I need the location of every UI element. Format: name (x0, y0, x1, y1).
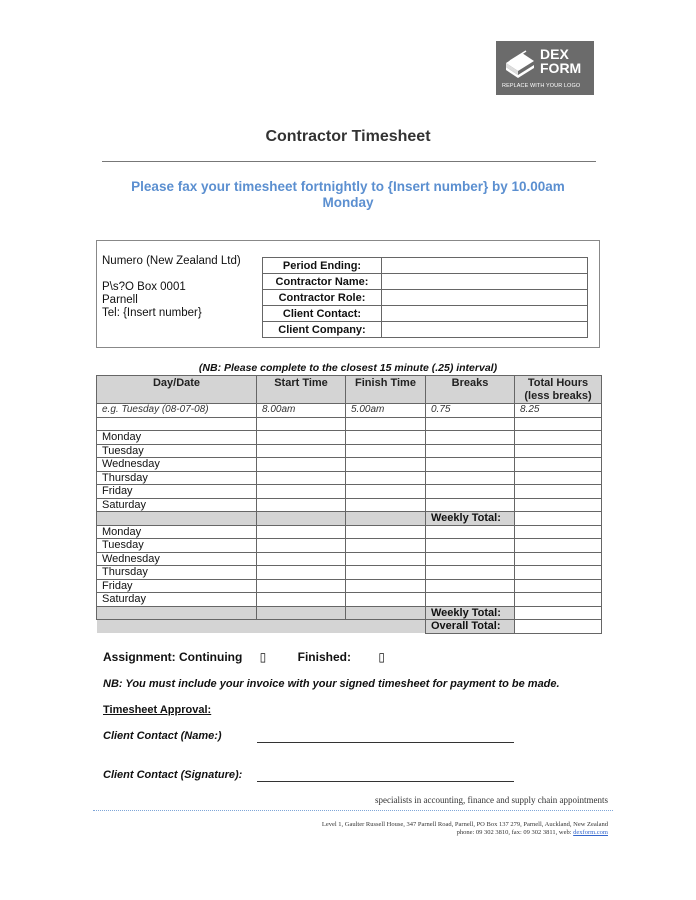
logo-tagline: REPLACE WITH YOUR LOGO (502, 83, 581, 89)
timesheet-table (96, 375, 602, 634)
footer-web-link[interactable]: dexform.com (573, 829, 608, 836)
start-cell[interactable] (257, 579, 346, 593)
day-cell: Saturday (97, 593, 257, 607)
field-value-period-ending[interactable] (382, 258, 588, 274)
total-cell[interactable] (515, 552, 602, 566)
finish-cell[interactable] (346, 579, 426, 593)
total-spacer (97, 620, 257, 634)
invoice-note: NB: You must include your invoice with your signed timesheet for payment to be made. (103, 678, 560, 690)
client-name-line[interactable] (257, 742, 514, 743)
finished-checkbox[interactable]: ▯ (378, 650, 385, 664)
footer-contact-prefix: phone: 09 302 3810, fax: 09 302 3811, web: (456, 829, 574, 836)
overall-total-value[interactable] (515, 620, 602, 634)
weekly-total-label: Weekly Total: (426, 606, 515, 620)
finish-cell[interactable] (346, 471, 426, 485)
table-row (97, 431, 602, 445)
table-row (97, 539, 602, 553)
page-title: Contractor Timesheet (265, 128, 431, 145)
example-start: 8.00am (257, 404, 346, 418)
total-cell[interactable] (515, 485, 602, 499)
total-cell[interactable] (515, 593, 602, 607)
table-header-row (97, 376, 602, 404)
total-cell[interactable] (515, 444, 602, 458)
example-total: 8.25 (515, 404, 602, 418)
total-spacer (257, 606, 346, 620)
field-value-contractor-role[interactable] (382, 290, 588, 306)
day-cell: Friday (97, 579, 257, 593)
overall-total-row (97, 620, 602, 634)
footer-address: Level 1, Gaulter Russell House, 347 Parnell Road, Parnell, PO Box 137 279, Parnell, Auckland, New Zealand (321, 821, 608, 828)
start-cell[interactable] (257, 593, 346, 607)
start-cell[interactable] (257, 525, 346, 539)
start-cell[interactable] (257, 458, 346, 472)
weekly-total-value[interactable] (515, 512, 602, 526)
total-spacer (97, 606, 257, 620)
table-row (97, 552, 602, 566)
footer-divider (93, 810, 613, 811)
paper-stack-icon (504, 49, 536, 79)
table-row (97, 471, 602, 485)
logo-brand-line1: DEX (540, 46, 569, 62)
finish-cell[interactable] (346, 485, 426, 499)
day-cell: Saturday (97, 498, 257, 512)
start-cell[interactable] (257, 417, 346, 431)
logo-brand (540, 47, 581, 75)
title-divider (102, 161, 596, 162)
breaks-cell[interactable] (426, 471, 515, 485)
assignment-status (103, 650, 385, 664)
breaks-cell[interactable] (426, 579, 515, 593)
breaks-cell[interactable] (426, 444, 515, 458)
field-label-client-company: Client Company: (263, 322, 382, 338)
breaks-cell[interactable] (426, 485, 515, 499)
footer-specialists: specialists in accounting, finance and supply chain appointments (375, 795, 608, 805)
table-row (97, 525, 602, 539)
table-row (97, 458, 602, 472)
company-address (102, 281, 202, 320)
day-cell: Tuesday (97, 444, 257, 458)
example-day: e.g. Tuesday (08-07-08) (97, 404, 257, 418)
breaks-cell[interactable] (426, 539, 515, 553)
breaks-cell[interactable] (426, 458, 515, 472)
day-cell: Monday (97, 525, 257, 539)
footer-contact (322, 821, 608, 837)
weekly-total-value[interactable] (515, 606, 602, 620)
total-cell[interactable] (515, 539, 602, 553)
day-cell: Tuesday (97, 539, 257, 553)
total-spacer (257, 620, 346, 634)
table-row (97, 417, 602, 431)
breaks-cell[interactable] (426, 525, 515, 539)
client-name-label: Client Contact (Name:) (103, 730, 222, 742)
finish-cell[interactable] (346, 525, 426, 539)
finish-cell[interactable] (346, 566, 426, 580)
finish-cell[interactable] (346, 458, 426, 472)
table-row (97, 485, 602, 499)
start-cell[interactable] (257, 566, 346, 580)
start-cell[interactable] (257, 444, 346, 458)
field-value-client-company[interactable] (382, 322, 588, 338)
table-row (97, 498, 602, 512)
total-cell[interactable] (515, 579, 602, 593)
client-signature-line[interactable] (257, 781, 514, 782)
company-name: Numero (New Zealand Ltd) (102, 255, 241, 267)
weekly-total-row (97, 606, 602, 620)
field-value-contractor-name[interactable] (382, 274, 588, 290)
total-cell[interactable] (515, 525, 602, 539)
field-label-client-contact: Client Contact: (263, 306, 382, 322)
continuing-checkbox[interactable]: ▯ (259, 650, 267, 664)
breaks-cell[interactable] (426, 593, 515, 607)
start-cell[interactable] (257, 552, 346, 566)
total-cell[interactable] (515, 566, 602, 580)
total-spacer (346, 512, 426, 526)
day-cell: Wednesday (97, 458, 257, 472)
day-cell[interactable] (97, 417, 257, 431)
start-cell[interactable] (257, 539, 346, 553)
footer-phone-line (322, 829, 608, 837)
finish-cell[interactable] (346, 417, 426, 431)
weekly-total-label: Weekly Total: (426, 512, 515, 526)
table-row (97, 566, 602, 580)
total-cell[interactable] (515, 471, 602, 485)
fax-instruction: Please fax your timesheet fortnightly to {Insert number} by 10.00am Monday (131, 179, 565, 210)
total-spacer (346, 620, 426, 634)
overall-total-label: Overall Total: (426, 620, 515, 634)
logo-brand-line2: FORM (540, 60, 582, 76)
breaks-cell[interactable] (426, 417, 515, 431)
finish-cell[interactable] (346, 444, 426, 458)
interval-note: (NB: Please complete to the closest 15 minute (.25) interval) (198, 362, 498, 374)
breaks-cell[interactable] (426, 498, 515, 512)
header-finish-time: Finish Time (346, 376, 426, 404)
breaks-cell[interactable] (426, 552, 515, 566)
day-cell: Wednesday (97, 552, 257, 566)
field-label-period-ending: Period Ending: (263, 258, 382, 274)
finish-cell[interactable] (346, 593, 426, 607)
day-cell: Friday (97, 485, 257, 499)
example-row (97, 404, 602, 418)
example-finish: 5.00am (346, 404, 426, 418)
header-breaks: Breaks (426, 376, 515, 404)
finish-cell[interactable] (346, 552, 426, 566)
header-day-date: Day/Date (97, 376, 257, 404)
example-breaks: 0.75 (426, 404, 515, 418)
total-cell[interactable] (515, 458, 602, 472)
start-cell[interactable] (257, 498, 346, 512)
field-label-contractor-name: Contractor Name: (263, 274, 382, 290)
total-spacer (97, 512, 257, 526)
address-line: Parnell (102, 294, 138, 306)
total-spacer (257, 512, 346, 526)
breaks-cell[interactable] (426, 566, 515, 580)
client-signature-label: Client Contact (Signature): (103, 769, 243, 781)
day-cell: Thursday (97, 471, 257, 485)
approval-heading: Timesheet Approval: (103, 704, 212, 716)
weekly-total-row (97, 512, 602, 526)
finish-cell[interactable] (346, 539, 426, 553)
start-cell[interactable] (257, 471, 346, 485)
address-line: P\s?O Box 0001 (102, 281, 186, 293)
field-label-contractor-role: Contractor Role: (263, 290, 382, 306)
field-value-client-contact[interactable] (382, 306, 588, 322)
finish-cell[interactable] (346, 498, 426, 512)
finish-cell[interactable] (346, 431, 426, 445)
assignment-continuing-label: Assignment: Continuing (103, 650, 243, 664)
header-total-hours: Total Hours (less breaks) (515, 376, 602, 404)
table-row (97, 444, 602, 458)
company-logo (496, 41, 594, 95)
table-row (97, 579, 602, 593)
day-cell: Monday (97, 431, 257, 445)
total-cell[interactable] (515, 431, 602, 445)
address-line: Tel: {Insert number} (102, 307, 202, 319)
assignment-finished-label: Finished: (297, 650, 351, 664)
header-start-time: Start Time (257, 376, 346, 404)
day-cell: Thursday (97, 566, 257, 580)
breaks-cell[interactable] (426, 431, 515, 445)
total-cell[interactable] (515, 498, 602, 512)
start-cell[interactable] (257, 431, 346, 445)
total-cell[interactable] (515, 417, 602, 431)
start-cell[interactable] (257, 485, 346, 499)
contractor-fields-table (262, 257, 588, 338)
total-spacer (346, 606, 426, 620)
table-row (97, 593, 602, 607)
